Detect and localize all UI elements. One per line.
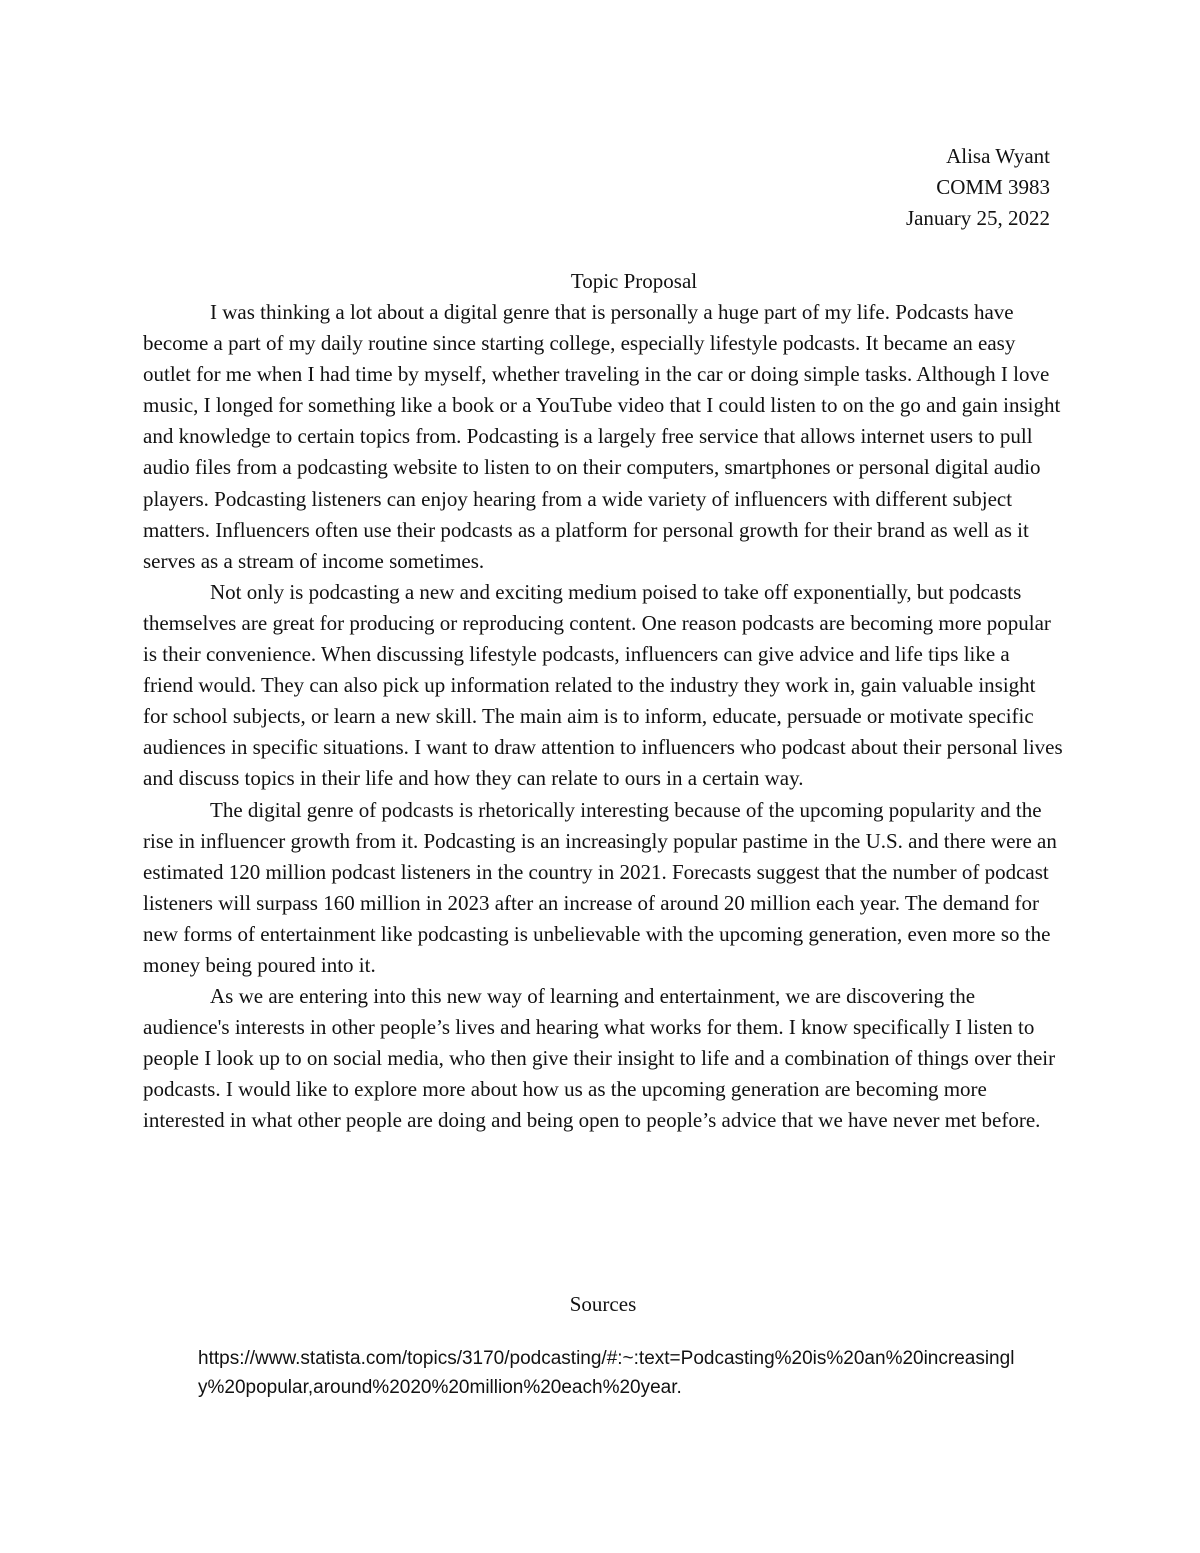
document-header	[906, 141, 1050, 234]
course-code: COMM 3983	[936, 175, 1050, 199]
body-paragraph: The digital genre of podcasts is rhetorically interesting because of the upcoming popularity and the rise in influencer growth from it. Podcasting is an increasingly popular pastime in the U.S. and there were an estimated 120 million podcast listeners in the country in 2021. Forecasts suggest that the number of podcast listeners will surpass 160 million in 2023 after an increase of around 20 million each year. The demand for new forms of entertainment like podcasting is unbelievable with the upcoming generation, even more so the money being poured into it.	[143, 797, 1057, 977]
document-title: Topic Proposal	[570, 269, 698, 293]
author-name: Alisa Wyant	[946, 144, 1050, 168]
body-paragraph: Not only is podcasting a new and exciting medium poised to take off exponentially, but podcasts themselves are great for producing or reproducing content. One reason podcasts are becoming more popular is their convenience. When discussing lifestyle podcasts, influencers can give advice and life tips like a friend would. They can also pick up information related to the industry they work in, gain valuable insight for school subjects, or learn a new skill. The main aim is to inform, educate, persuade or motivate specific audiences in specific situations. I want to draw attention to influencers who podcast about their personal lives and discuss topics in their life and how they can relate to ours in a certain way.	[143, 579, 1063, 791]
document-date: January 25, 2022	[905, 206, 1050, 230]
body-paragraph: As we are entering into this new way of learning and entertainment, we are discovering the audience's interests in other people’s lives and hearing what works for them. I know specifically I listen to people I look up to on social media, who then give their insight to life and a combination of things over their podcasts. I would like to explore more about how us as the upcoming generation are becoming more interested in what other people are doing and being open to people’s advice that we have never met before.	[143, 984, 1056, 1133]
source-link[interactable]: https://www.statista.com/topics/3170/podcasting/#:~:text=Podcasting%20is%20an%20increasingly%20popular,around%2020%20million%20each%20year.	[198, 1348, 1015, 1398]
sources-heading: Sources	[569, 1292, 637, 1316]
body-paragraph: I was thinking a lot about a digital genre that is personally a huge part of my life. Podcasts have become a part of my daily routine since starting college, especially lifestyle podcasts. It became an easy outlet for me when I had time by myself, whether traveling in the car or doing simple tasks. Although I love music, I longed for something like a book or a YouTube video that I could listen to on the go and gain insight and knowledge to certain topics from. Podcasting is a largely free service that allows internet users to pull audio files from a podcasting website to listen to on their computers, smartphones or personal digital audio players. Podcasting listeners can enjoy hearing from a wide variety of influencers with different subject matters. Influencers often use their podcasts as a platform for personal growth for their brand as well as it serves as a stream of income sometimes.	[143, 300, 1061, 573]
document-body	[143, 297, 1063, 1137]
